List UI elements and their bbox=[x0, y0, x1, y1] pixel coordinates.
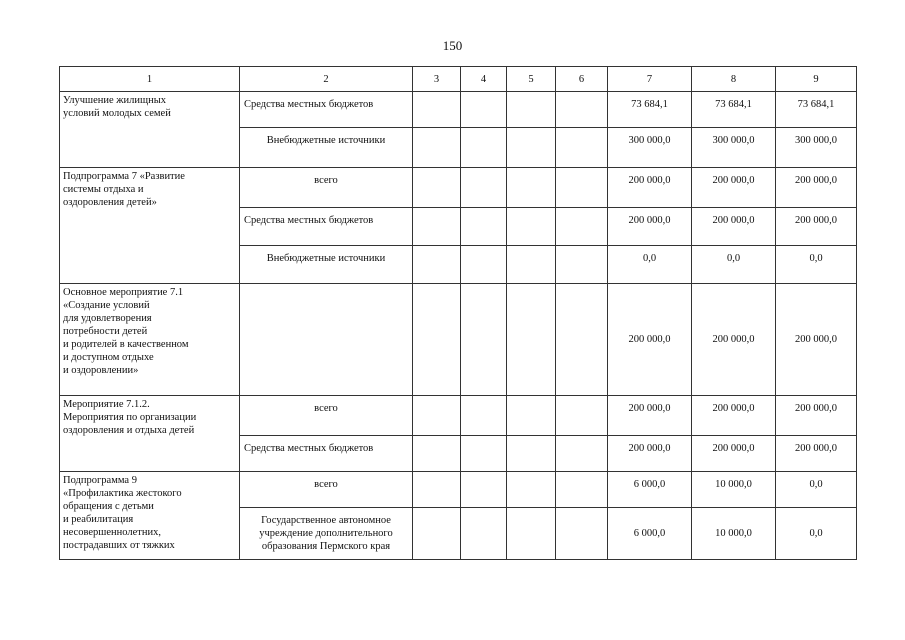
empty-cell bbox=[413, 472, 461, 508]
value-col-8: 200 000,0 bbox=[692, 208, 776, 246]
value-col-7: 6 000,0 bbox=[608, 472, 692, 508]
empty-cell bbox=[507, 472, 556, 508]
row-source: Внебюджетные источники bbox=[240, 128, 413, 168]
value-col-7: 200 000,0 bbox=[608, 396, 692, 436]
value-col-9: 200 000,0 bbox=[776, 436, 857, 472]
empty-cell bbox=[413, 436, 461, 472]
header-col-4: 4 bbox=[461, 67, 507, 92]
value-col-9: 200 000,0 bbox=[776, 208, 857, 246]
row-source: Средства местных бюджетов bbox=[240, 436, 413, 472]
row-name-activity-7-1-2: Мероприятие 7.1.2. Мероприятия по организации оздоровления и отдыха детей bbox=[60, 396, 240, 472]
row-name-subprogram-9: Подпрограмма 9 «Профилактика жестокого обращения с детьми и реабилитация несовершеннолетних, пострадавших от тяжких bbox=[60, 472, 240, 560]
empty-cell bbox=[461, 168, 507, 208]
empty-cell bbox=[507, 168, 556, 208]
empty-cell bbox=[556, 472, 608, 508]
value-col-8: 10 000,0 bbox=[692, 508, 776, 560]
empty-cell bbox=[556, 284, 608, 396]
value-col-8: 73 684,1 bbox=[692, 92, 776, 128]
empty-cell bbox=[507, 92, 556, 128]
empty-cell bbox=[413, 92, 461, 128]
header-col-6: 6 bbox=[556, 67, 608, 92]
row-source: Средства местных бюджетов bbox=[240, 92, 413, 128]
value-col-7: 0,0 bbox=[608, 246, 692, 284]
row-source: Государственное автономное учреждение дополнительного образования Пермского края bbox=[240, 508, 413, 560]
empty-cell bbox=[413, 508, 461, 560]
empty-cell bbox=[556, 208, 608, 246]
row-name-subprogram-7: Подпрограмма 7 «Развитие системы отдыха и оздоровления детей» bbox=[60, 168, 240, 284]
table-row bbox=[60, 284, 857, 396]
empty-cell bbox=[240, 284, 413, 396]
page-number: 150 bbox=[442, 38, 463, 53]
header-col-5: 5 bbox=[507, 67, 556, 92]
empty-cell bbox=[507, 208, 556, 246]
empty-cell bbox=[507, 396, 556, 436]
value-col-7: 200 000,0 bbox=[608, 284, 692, 396]
table-row bbox=[60, 92, 857, 128]
empty-cell bbox=[413, 168, 461, 208]
table-row bbox=[60, 396, 857, 436]
empty-cell bbox=[461, 508, 507, 560]
empty-cell bbox=[413, 128, 461, 168]
value-col-8: 200 000,0 bbox=[692, 168, 776, 208]
empty-cell bbox=[556, 436, 608, 472]
value-col-8: 200 000,0 bbox=[692, 396, 776, 436]
empty-cell bbox=[507, 128, 556, 168]
empty-cell bbox=[556, 92, 608, 128]
empty-cell bbox=[556, 128, 608, 168]
value-col-9: 0,0 bbox=[776, 508, 857, 560]
value-col-7: 200 000,0 bbox=[608, 168, 692, 208]
table-row bbox=[60, 168, 857, 208]
row-name-housing: Улучшение жилищных условий молодых семей bbox=[60, 92, 240, 168]
empty-cell bbox=[413, 284, 461, 396]
value-col-8: 10 000,0 bbox=[692, 472, 776, 508]
value-col-7: 300 000,0 bbox=[608, 128, 692, 168]
empty-cell bbox=[461, 208, 507, 246]
empty-cell bbox=[556, 508, 608, 560]
value-col-9: 300 000,0 bbox=[776, 128, 857, 168]
value-col-8: 300 000,0 bbox=[692, 128, 776, 168]
header-col-9: 9 bbox=[776, 67, 857, 92]
value-col-8: 200 000,0 bbox=[692, 436, 776, 472]
empty-cell bbox=[556, 246, 608, 284]
empty-cell bbox=[413, 396, 461, 436]
header-row bbox=[60, 67, 857, 92]
empty-cell bbox=[507, 246, 556, 284]
value-col-9: 200 000,0 bbox=[776, 284, 857, 396]
row-source: всего bbox=[240, 168, 413, 208]
value-col-9: 200 000,0 bbox=[776, 396, 857, 436]
value-col-9: 0,0 bbox=[776, 246, 857, 284]
value-col-7: 200 000,0 bbox=[608, 208, 692, 246]
empty-cell bbox=[507, 284, 556, 396]
empty-cell bbox=[461, 436, 507, 472]
empty-cell bbox=[413, 246, 461, 284]
row-source: Средства местных бюджетов bbox=[240, 208, 413, 246]
empty-cell bbox=[461, 472, 507, 508]
value-col-9: 200 000,0 bbox=[776, 168, 857, 208]
empty-cell bbox=[461, 246, 507, 284]
budget-table bbox=[59, 66, 857, 560]
empty-cell bbox=[461, 92, 507, 128]
header-col-8: 8 bbox=[692, 67, 776, 92]
row-source: Внебюджетные источники bbox=[240, 246, 413, 284]
empty-cell bbox=[461, 396, 507, 436]
header-col-1: 1 bbox=[60, 67, 240, 92]
empty-cell bbox=[556, 168, 608, 208]
table-row bbox=[60, 472, 857, 508]
value-col-7: 73 684,1 bbox=[608, 92, 692, 128]
empty-cell bbox=[507, 436, 556, 472]
header-col-3: 3 bbox=[413, 67, 461, 92]
value-col-7: 6 000,0 bbox=[608, 508, 692, 560]
value-col-7: 200 000,0 bbox=[608, 436, 692, 472]
value-col-9: 73 684,1 bbox=[776, 92, 857, 128]
empty-cell bbox=[556, 396, 608, 436]
empty-cell bbox=[413, 208, 461, 246]
header-col-2: 2 bbox=[240, 67, 413, 92]
row-name-main-activity-7-1: Основное мероприятие 7.1 «Создание условий для удовлетворения потребности детей и родителей в качественном и доступном отдыхе и оздоровлении» bbox=[60, 284, 240, 396]
value-col-8: 0,0 bbox=[692, 246, 776, 284]
header-col-7: 7 bbox=[608, 67, 692, 92]
row-source: всего bbox=[240, 396, 413, 436]
empty-cell bbox=[461, 128, 507, 168]
empty-cell bbox=[461, 284, 507, 396]
empty-cell bbox=[507, 508, 556, 560]
value-col-9: 0,0 bbox=[776, 472, 857, 508]
value-col-8: 200 000,0 bbox=[692, 284, 776, 396]
row-source: всего bbox=[240, 472, 413, 508]
